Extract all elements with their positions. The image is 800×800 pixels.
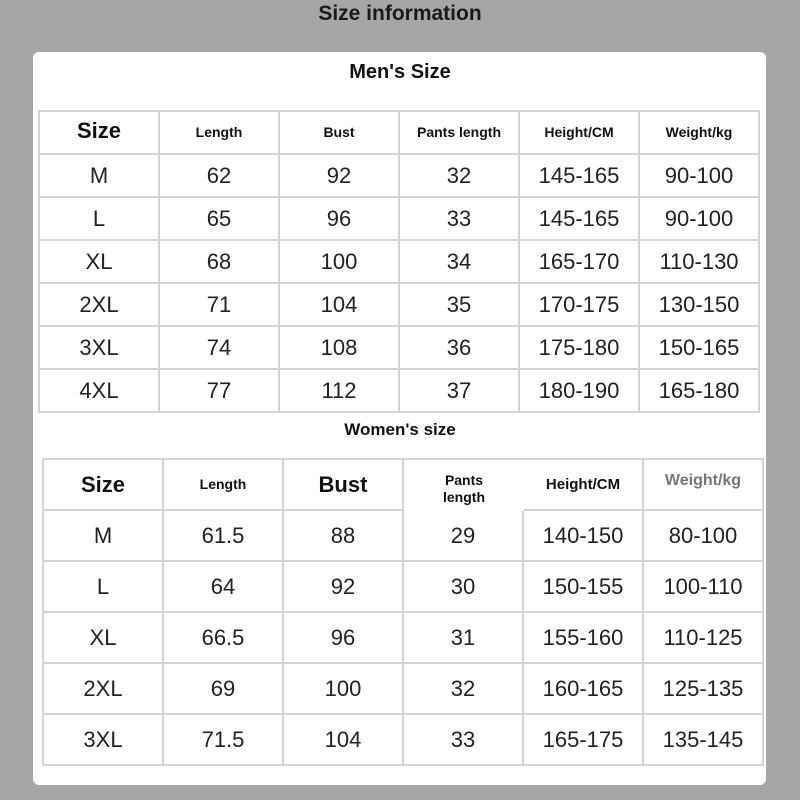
table-cell: 130-150 (640, 284, 760, 327)
header-pants-length (434, 460, 494, 511)
table-cell: 140-150 (524, 511, 644, 562)
header-height: Height/CM (520, 112, 640, 155)
table-cell: 2XL (40, 284, 160, 327)
table-cell: 135-145 (644, 715, 764, 766)
table-cell: 66.5 (164, 613, 284, 664)
table-cell: XL (44, 613, 164, 664)
header-bust: Bust (280, 112, 400, 155)
header-size: Size (44, 460, 164, 511)
header-weight: Weight/kg (640, 112, 760, 155)
table-cell: 180-190 (520, 370, 640, 413)
table-cell: 125-135 (644, 664, 764, 715)
table-cell: 112 (280, 370, 400, 413)
table-cell: 170-175 (520, 284, 640, 327)
table-cell: 175-180 (520, 327, 640, 370)
table-cell: 77 (160, 370, 280, 413)
table-cell: 30 (404, 562, 524, 613)
table-cell: 150-155 (524, 562, 644, 613)
header-height: Height/CM (524, 460, 644, 511)
table-cell: 36 (400, 327, 520, 370)
table-cell: 65 (160, 198, 280, 241)
table-cell: 92 (280, 155, 400, 198)
table-cell: 68 (160, 241, 280, 284)
table-cell: 34 (400, 241, 520, 284)
table-cell: 2XL (44, 664, 164, 715)
table-cell: 145-165 (520, 155, 640, 198)
table-cell: 90-100 (640, 198, 760, 241)
table-cell: 71 (160, 284, 280, 327)
header-pants-length-label: Pants length (443, 472, 485, 505)
table-cell: 35 (400, 284, 520, 327)
table-cell: 3XL (40, 327, 160, 370)
table-cell: 165-175 (524, 715, 644, 766)
table-cell: M (40, 155, 160, 198)
table-cell: 155-160 (524, 613, 644, 664)
table-cell: M (44, 511, 164, 562)
table-cell: 69 (164, 664, 284, 715)
table-cell: 4XL (40, 370, 160, 413)
mens-size-title: Men's Size (349, 61, 451, 83)
womens-size-table (42, 458, 764, 766)
table-cell: 3XL (44, 715, 164, 766)
table-cell: 100 (280, 241, 400, 284)
table-cell: 110-125 (644, 613, 764, 664)
header-length: Length (164, 460, 284, 511)
table-cell: 71.5 (164, 715, 284, 766)
header-weight: Weight/kg (644, 460, 764, 511)
table-cell: 32 (404, 664, 524, 715)
table-cell: 64 (164, 562, 284, 613)
table-cell: 145-165 (520, 198, 640, 241)
table-cell: 100 (284, 664, 404, 715)
table-cell: 96 (280, 198, 400, 241)
table-cell: 29 (404, 511, 524, 562)
table-cell: 32 (400, 155, 520, 198)
table-cell: 96 (284, 613, 404, 664)
table-cell: 104 (280, 284, 400, 327)
table-cell: 33 (404, 715, 524, 766)
table-cell: L (44, 562, 164, 613)
header-length: Length (160, 112, 280, 155)
table-cell: 88 (284, 511, 404, 562)
table-cell: 92 (284, 562, 404, 613)
womens-size-title: Women's size (344, 420, 456, 439)
table-cell: 160-165 (524, 664, 644, 715)
table-cell: 61.5 (164, 511, 284, 562)
table-cell: 80-100 (644, 511, 764, 562)
table-cell: 100-110 (644, 562, 764, 613)
table-cell: 37 (400, 370, 520, 413)
table-cell: 110-130 (640, 241, 760, 284)
page-title: Size information (318, 2, 482, 25)
table-cell: 74 (160, 327, 280, 370)
table-cell: 150-165 (640, 327, 760, 370)
header-bust: Bust (284, 460, 404, 511)
table-cell: 33 (400, 198, 520, 241)
table-cell: 104 (284, 715, 404, 766)
mens-size-table (38, 110, 760, 413)
header-size: Size (40, 112, 160, 155)
header-pants-length: Pants length (400, 112, 520, 155)
table-cell: 31 (404, 613, 524, 664)
table-cell: 62 (160, 155, 280, 198)
table-cell: 108 (280, 327, 400, 370)
table-cell: 165-170 (520, 241, 640, 284)
table-cell: XL (40, 241, 160, 284)
table-cell: 165-180 (640, 370, 760, 413)
table-cell: L (40, 198, 160, 241)
table-cell: 90-100 (640, 155, 760, 198)
